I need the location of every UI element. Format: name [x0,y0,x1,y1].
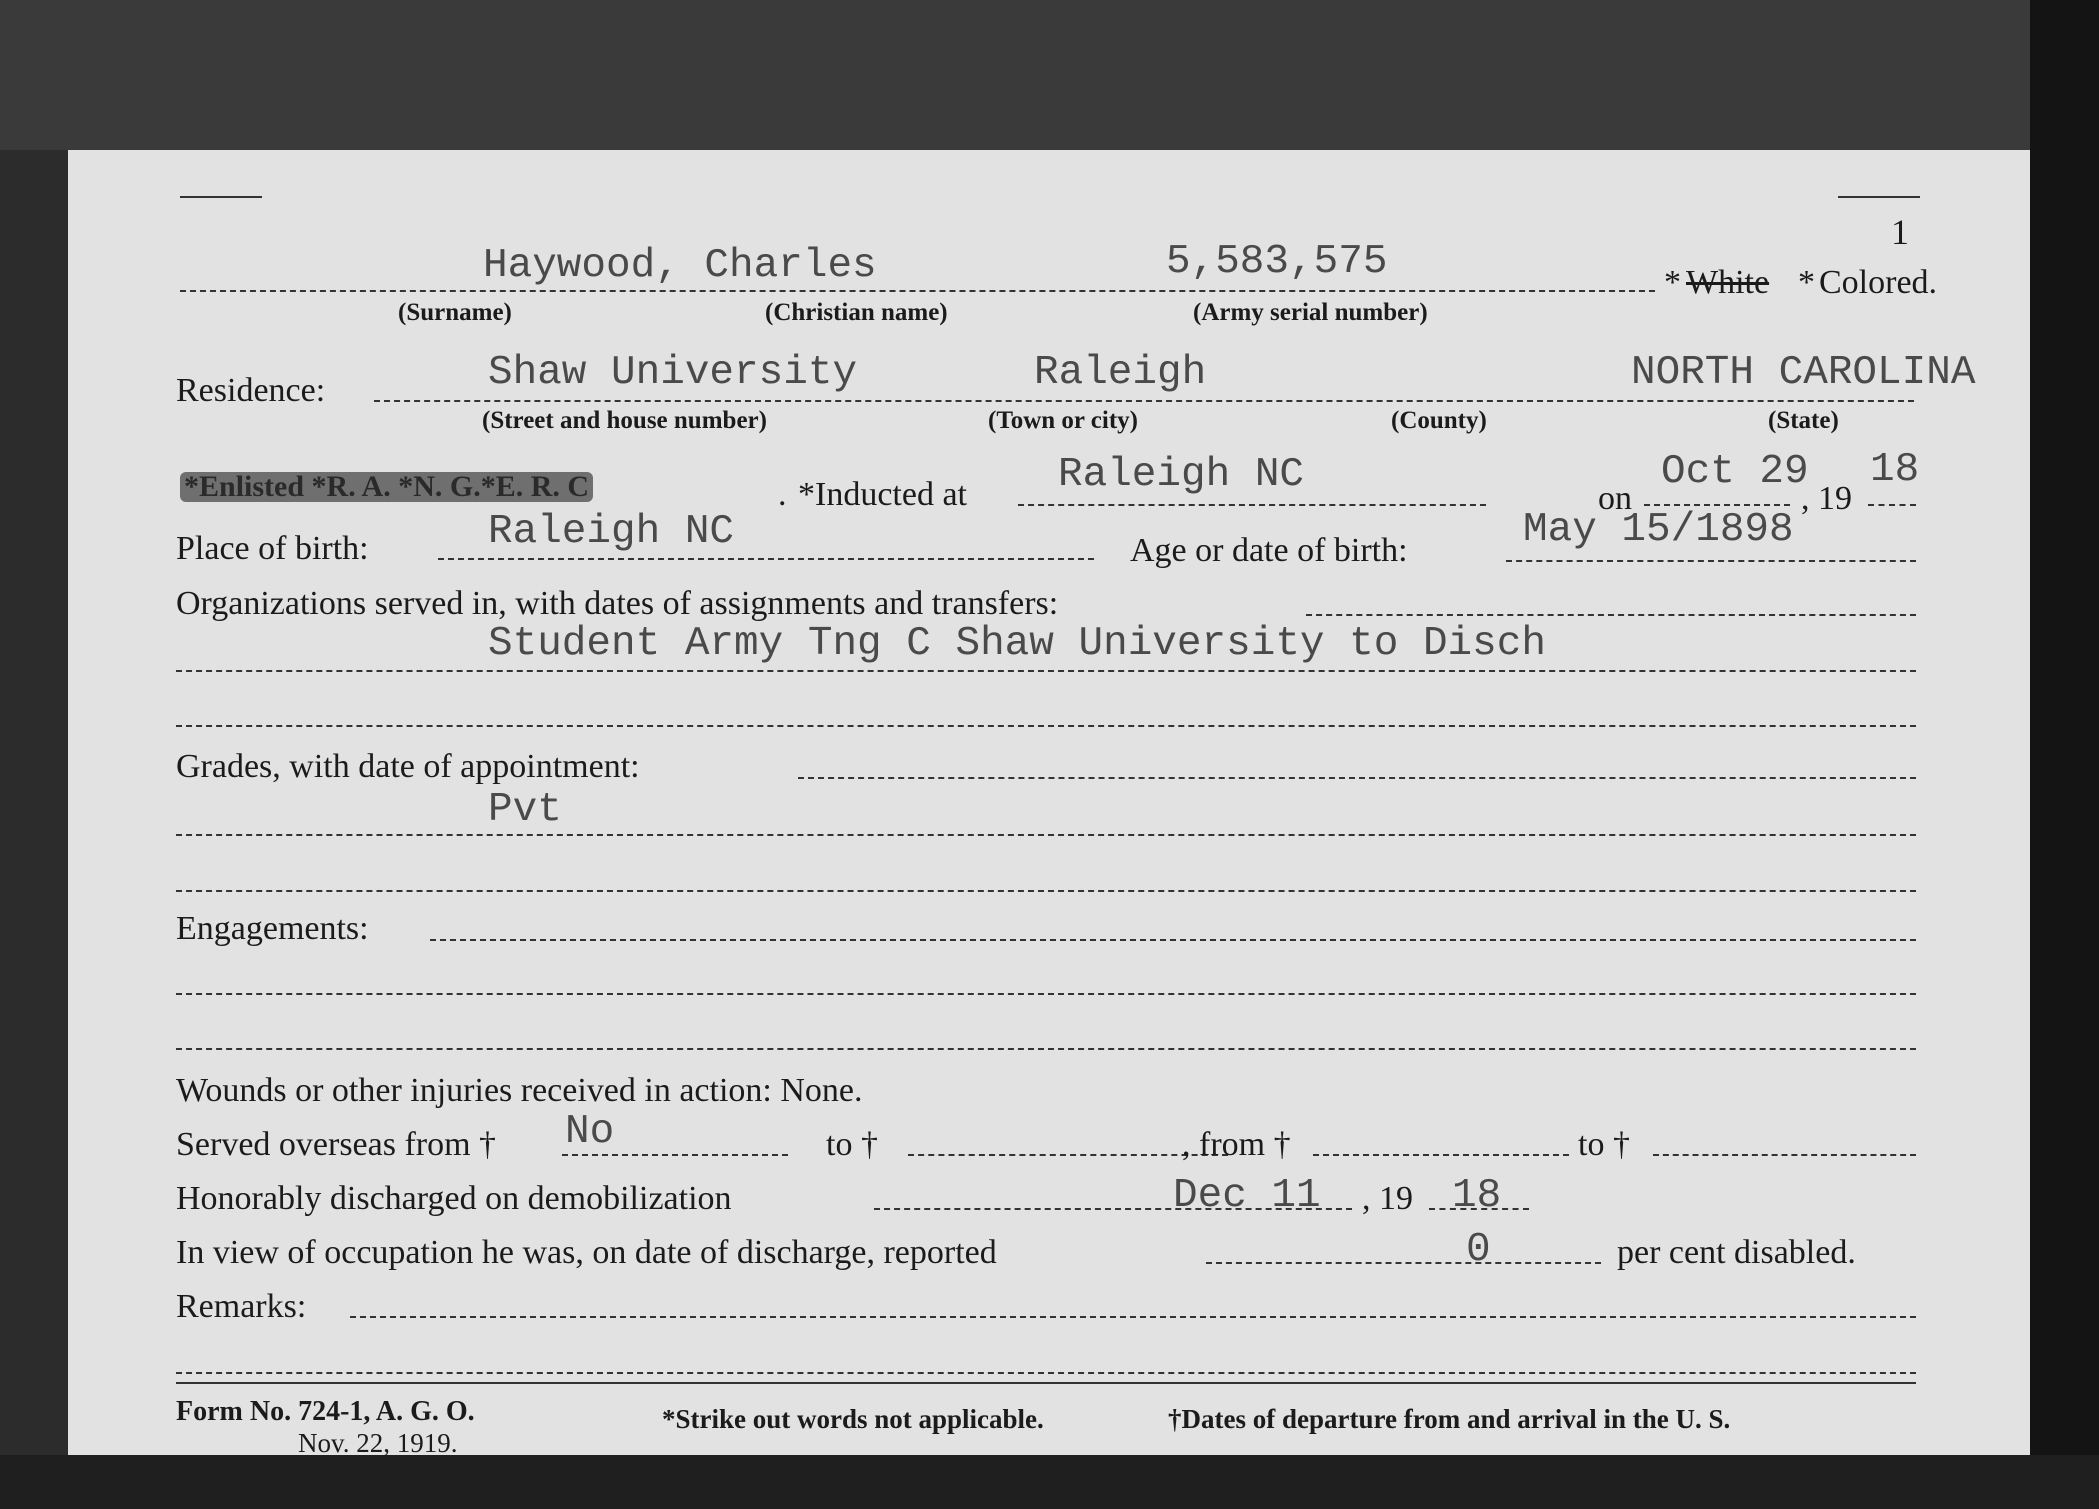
caption-surname: (Surname) [398,299,512,326]
place-of-birth-line [438,558,1094,560]
discharge-label: Honorably discharged on demobilization [176,1180,732,1217]
remarks-label: Remarks: [176,1288,307,1325]
date-of-birth-line [1506,560,1916,562]
inducted-at-line [1018,504,1486,506]
race-colored: Colored. [1819,264,1938,301]
residence-town: Raleigh [1034,350,1207,396]
served-overseas-from-label: Served overseas from † [176,1126,497,1163]
scan-background-bottom [0,1455,2099,1509]
inducted-at-label: *Inducted at [798,476,967,513]
race-colored-asterisk: * [1798,264,1815,301]
card-number: 1 [1891,212,1909,252]
disability-suffix: per cent disabled. [1617,1234,1856,1271]
name-line [180,290,1655,292]
induction-year: 18 [1870,447,1920,493]
disability-label: In view of occupation he was, on date of discharge, reported [176,1234,997,1271]
form-number: Form No. 724-1, A. G. O. [176,1396,475,1427]
caption-state: (State) [1768,407,1839,434]
grade-value: Pvt [488,787,562,833]
on-label: on [1598,480,1632,517]
organizations-line-1 [1306,614,1916,616]
induction-date: Oct 29 [1661,449,1809,495]
remarks-line-2 [176,1372,1916,1374]
engagements-label: Engagements: [176,910,369,947]
grades-line-3 [176,890,1916,892]
engagements-line-1 [430,939,1916,941]
surname-christian-name: Haywood, Charles [483,243,877,289]
form-date: Nov. 22, 1919. [298,1428,458,1458]
organizations-line-2 [176,670,1916,672]
corner-mark-left [180,196,262,198]
scan-background-right [2030,0,2099,1509]
served-overseas-to-label: to † [826,1126,878,1163]
organizations-value: Student Army Tng C Shaw University to Disch [488,621,1546,667]
inducted-place: Raleigh NC [1058,452,1305,498]
overseas-from2-line [1313,1154,1569,1156]
grades-label: Grades, with date of appointment: [176,748,640,785]
residence-line [374,400,1914,402]
induction-date-line [1644,504,1790,506]
place-of-birth: Raleigh NC [488,509,735,555]
induction-year-line [1868,504,1916,506]
engagements-line-2 [176,993,1916,995]
date-of-birth: May 15/1898 [1523,507,1794,553]
caption-street: (Street and house number) [482,407,767,434]
induction-year-prefix: , 19 [1801,480,1852,517]
residence-state: NORTH CAROLINA [1631,350,1976,396]
discharge-year-prefix: , 19 [1362,1180,1413,1217]
served-overseas-from2-label: , from † [1182,1126,1291,1163]
age-date-of-birth-label: Age or date of birth: [1130,532,1408,569]
served-overseas-to2-label: to † [1578,1126,1630,1163]
overseas-from-value: No [565,1109,615,1155]
organizations-label: Organizations served in, with dates of assignments and transfers: [176,585,1059,622]
grades-line-2 [176,834,1916,836]
discharge-year: 18 [1452,1173,1502,1219]
enlistment-period: . [778,476,787,513]
corner-mark-right [1838,196,1920,198]
engagements-line-3 [176,1048,1916,1050]
enlistment-type-struck: *Enlisted *R. A. *N. G.*E. R. C [180,472,593,502]
remarks-line-1 [350,1316,1916,1318]
organizations-line-3 [176,725,1916,727]
army-serial-number: 5,583,575 [1166,239,1388,285]
caption-county: (County) [1391,407,1487,434]
caption-town: (Town or city) [988,407,1138,434]
overseas-to-line [908,1154,1228,1156]
discharge-date: Dec 11 [1173,1173,1321,1219]
race-white-asterisk: * [1664,264,1681,301]
disability-line [1206,1262,1601,1264]
departure-arrival-note: †Dates of departure from and arrival in the U. S. [1168,1404,1731,1434]
overseas-to2-line [1653,1154,1916,1156]
strike-out-note: *Strike out words not applicable. [662,1404,1044,1434]
footer-rule [176,1382,1916,1384]
service-record-card [68,150,2030,1458]
caption-christian-name: (Christian name) [765,299,948,326]
wounds-statement: Wounds or other injuries received in action: None. [176,1072,863,1109]
grades-line-1 [798,777,1916,779]
place-of-birth-label: Place of birth: [176,530,369,567]
scan-background-top [0,0,2099,150]
residence-street: Shaw University [488,350,858,396]
disability-percent: 0 [1466,1227,1491,1273]
race-white-struck: White [1686,264,1770,301]
caption-serial: (Army serial number) [1193,299,1428,326]
residence-label: Residence: [176,372,326,409]
